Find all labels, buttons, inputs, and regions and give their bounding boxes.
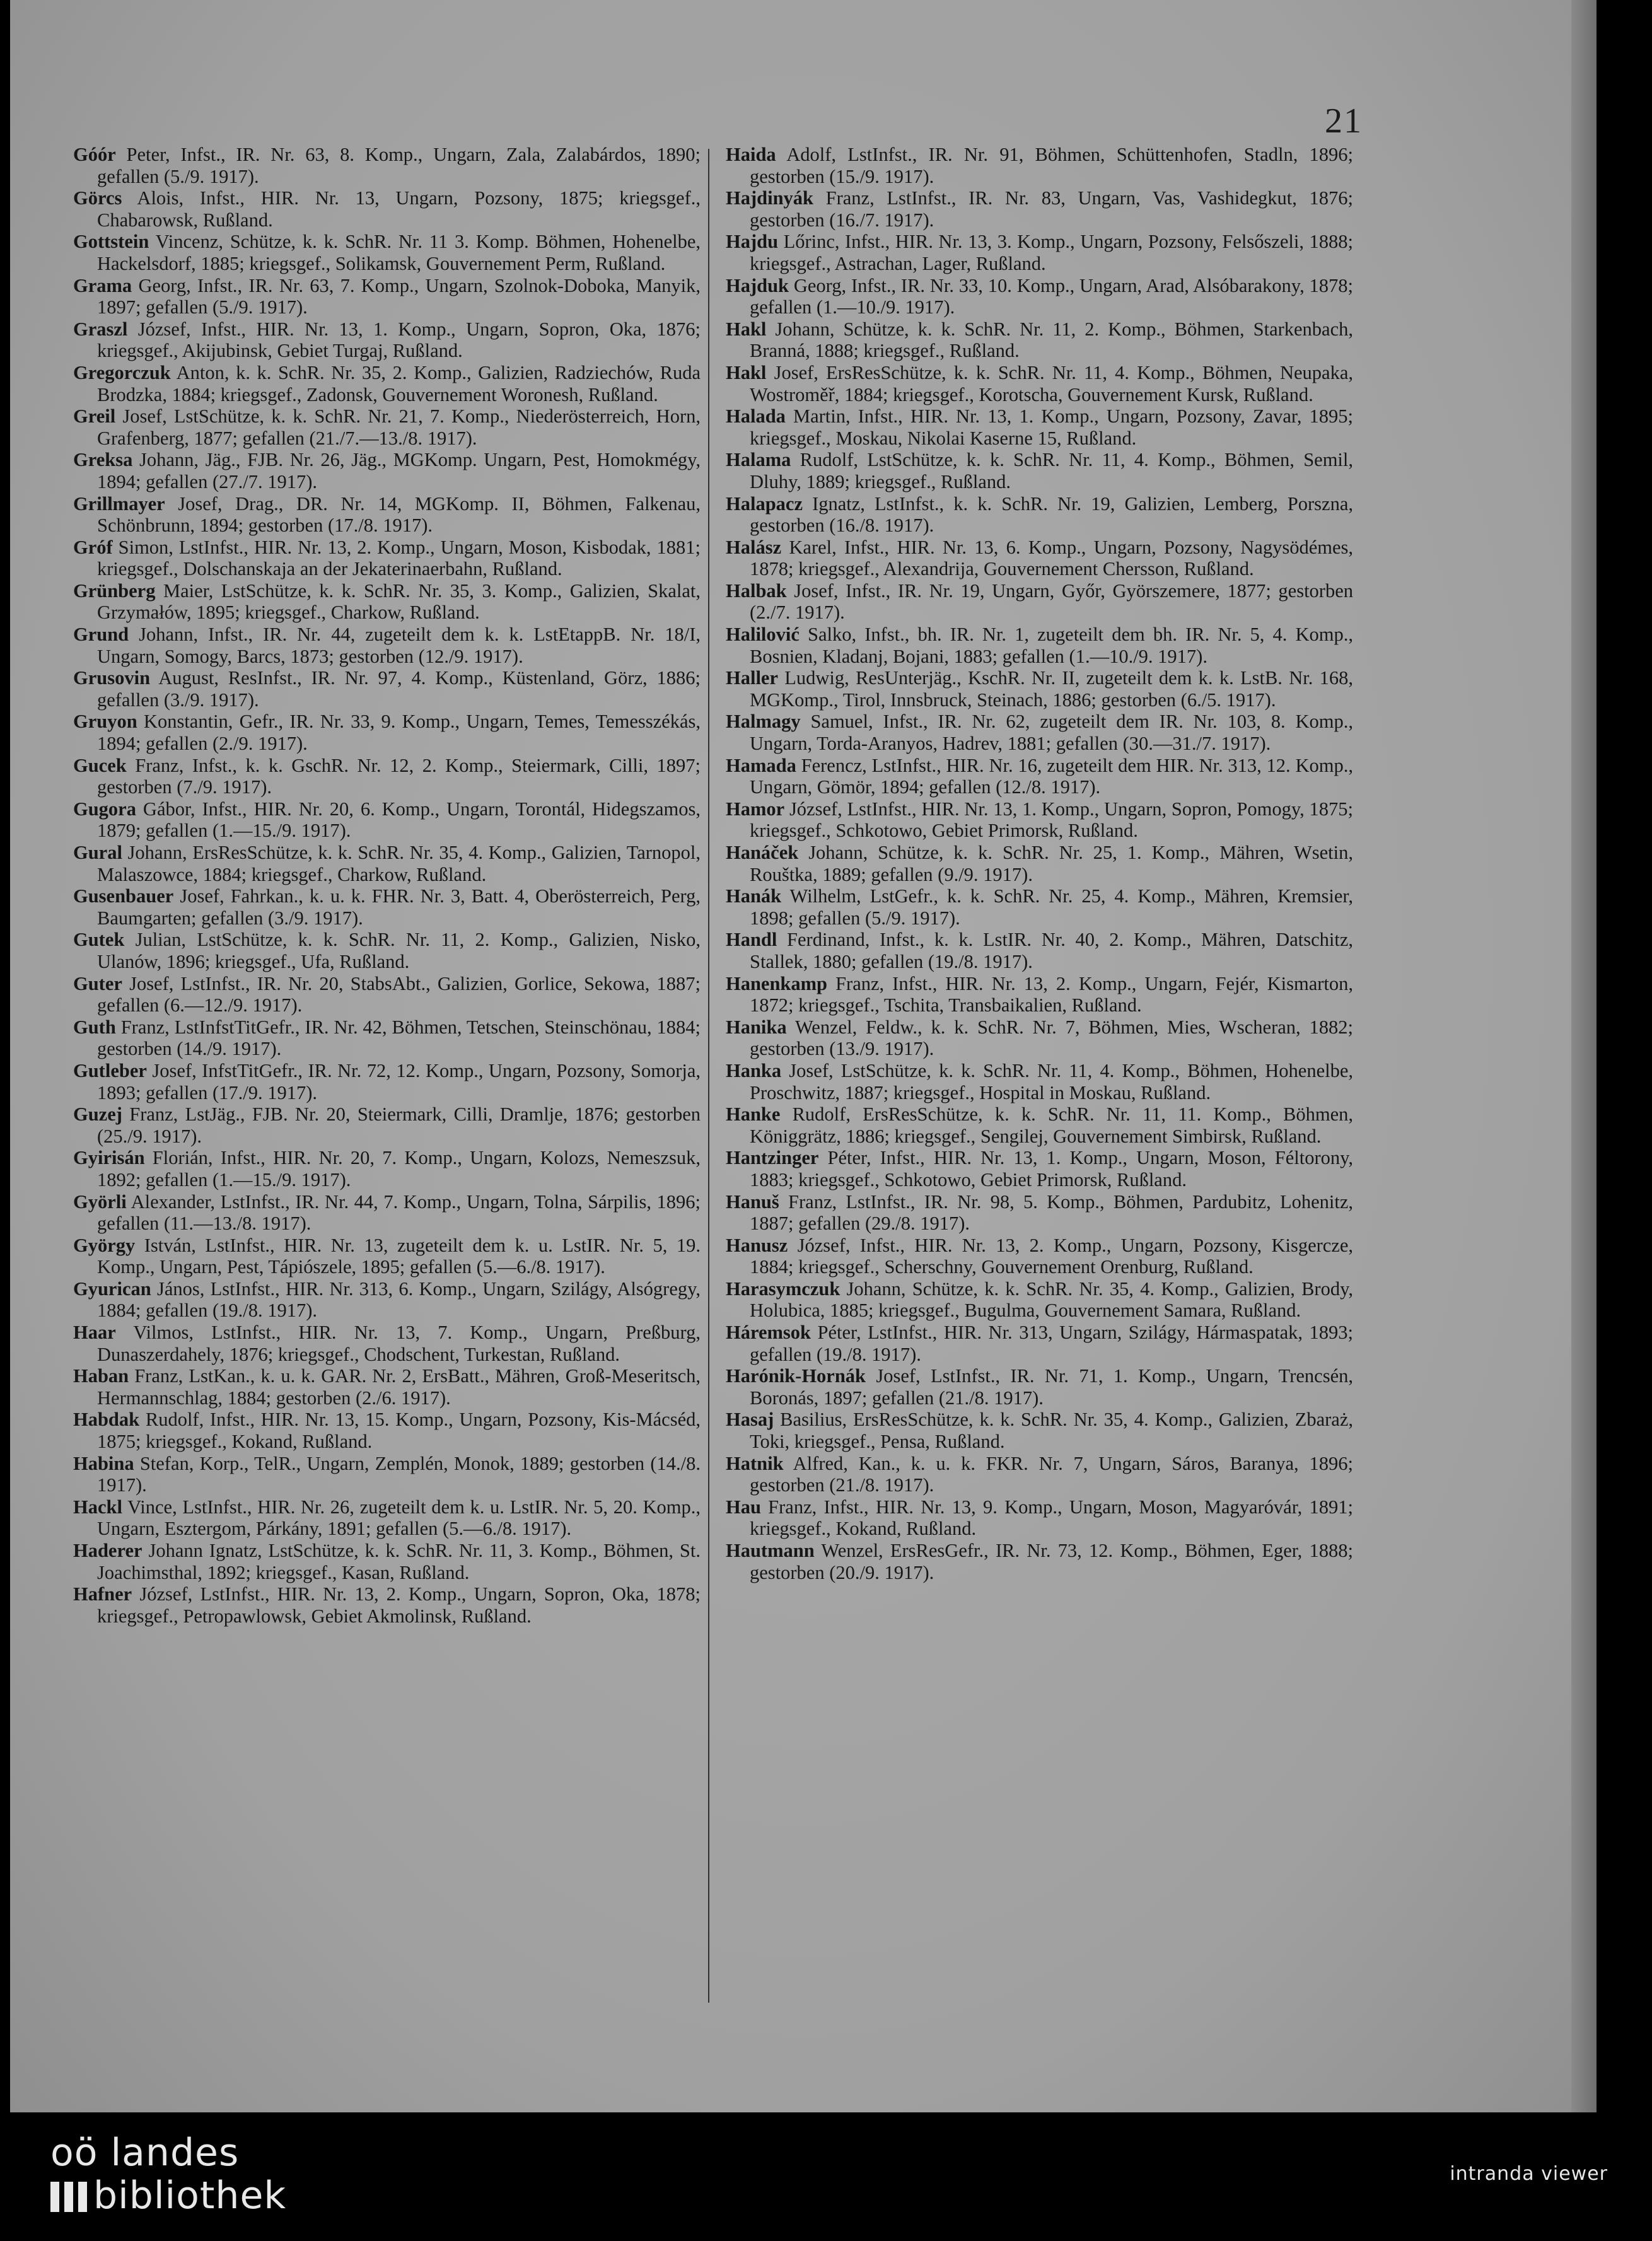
list-entry xyxy=(726,973,1353,1016)
entry-details: Franz, Infst., HIR. Nr. 13, 2. Komp., Ungarn, Fejér, Kismarton, 1872; kriegsgef., Tschita, Transbaikalien, Rußland. xyxy=(750,972,1353,1016)
entry-surname: Haban xyxy=(73,1365,129,1387)
right-column xyxy=(726,144,1353,1583)
list-entry xyxy=(726,318,1353,362)
entry-details: Gábor, Infst., HIR. Nr. 20, 6. Komp., Ungarn, Torontál, Hidegszamos, 1879; gefallen (1.—15./9. 1917). xyxy=(97,798,701,842)
entry-surname: Harónik-Hornák xyxy=(726,1365,866,1387)
entry-surname: Halbak xyxy=(726,579,787,602)
entry-surname: Guter xyxy=(73,972,122,994)
entry-surname: Hasaj xyxy=(726,1409,774,1431)
entry-surname: Gyurican xyxy=(73,1278,151,1300)
logo-text: bibliothek xyxy=(93,2174,287,2218)
entry-details: Josef, Fahrkan., k. u. k. FHR. Nr. 3, Batt. 4, Oberösterreich, Perg, Baumgarten; gefallen (3./9. 1917). xyxy=(97,885,701,929)
list-entry xyxy=(73,493,701,537)
entry-details: Maier, LstSchütze, k. k. SchR. Nr. 35, 3. Komp., Galizien, Skalat, Grzymałów, 1895; kriegsgef., Charkow, Rußland. xyxy=(97,579,701,624)
entry-surname: Greksa xyxy=(73,449,133,471)
entry-surname: Gróf xyxy=(73,536,113,558)
list-entry xyxy=(726,1496,1353,1540)
list-entry xyxy=(726,1191,1353,1235)
list-entry xyxy=(726,755,1353,798)
list-entry xyxy=(726,1278,1353,1322)
list-entry xyxy=(73,1235,701,1278)
entry-details: Ignatz, LstInfst., k. k. SchR. Nr. 19, Galizien, Lemberg, Porszna, gestorben (16./8. 1917). xyxy=(750,492,1353,537)
entry-details: Josef, Drag., DR. Nr. 14, MGKomp. II, Böhmen, Falkenau, Schönbrunn, 1894; gestorben (17./8. 1917). xyxy=(97,492,701,537)
entry-details: Ferdinand, Infst., k. k. LstIR. Nr. 40, 2. Komp., Mähren, Datschitz, Stallek, 1880; gefallen (19./8. 1917). xyxy=(750,929,1353,972)
entry-details: József, Infst., HIR. Nr. 13, 2. Komp., Ungarn, Pozsony, Kisgercze, 1884; kriegsgef., Scherschny, Gouvernement Orenburg, Rußland. xyxy=(750,1234,1353,1278)
list-entry xyxy=(726,1365,1353,1409)
entry-details: Konstantin, Gefr., IR. Nr. 33, 9. Komp., Ungarn, Temes, Temesszékás, 1894; gefallen (2./9. 1917). xyxy=(97,711,701,755)
entry-surname: Haar xyxy=(73,1322,116,1344)
list-entry xyxy=(726,1147,1353,1190)
entry-surname: Gutleber xyxy=(73,1059,147,1081)
page-number: 21 xyxy=(1325,102,1363,141)
entry-details: Salko, Infst., bh. IR. Nr. 1, zugeteilt dem bh. IR. Nr. 5, 4. Komp., Bosnien, Kladanj, Bojani, 1883; gefallen (1.—10./9. 1917). xyxy=(750,624,1353,667)
logo-line-top: oö landes xyxy=(50,2131,240,2175)
list-entry xyxy=(73,1016,701,1060)
entry-surname: Hakl xyxy=(726,361,767,383)
entry-surname: Hanuš xyxy=(726,1190,779,1213)
list-entry xyxy=(726,929,1353,972)
entry-details: Péter, Infst., HIR. Nr. 13, 1. Komp., Ungarn, Moson, Féltorony, 1883; kriegsgef., Schkotowo, Gebiet Primorsk, Rußland. xyxy=(750,1147,1353,1190)
page-edge xyxy=(1571,0,1597,2112)
entry-surname: György xyxy=(73,1234,136,1256)
entry-details: Rudolf, ErsResSchütze, k. k. SchR. Nr. 11, 11. Komp., Böhmen, Königgrätz, 1886; kriegsgef., Sengilej, Gouvernement Simbirsk, Rußland. xyxy=(750,1103,1353,1147)
entry-surname: Grama xyxy=(73,274,132,296)
entry-details: József, Infst., HIR. Nr. 13, 1. Komp., Ungarn, Sopron, Oka, 1876; kriegsgef., Akijubinsk, Gebiet Turgaj, Rußland. xyxy=(97,318,701,362)
list-entry xyxy=(726,144,1353,187)
entry-details: Florián, Infst., HIR. Nr. 20, 7. Komp., Ungarn, Kolozs, Nemeszsuk, 1892; gefallen (1.—15./9. 1917). xyxy=(97,1147,701,1190)
entry-details: Josef, LstInfst., IR. Nr. 71, 1. Komp., Ungarn, Trencsén, Boronás, 1897; gefallen (21./8. 1917). xyxy=(750,1365,1353,1409)
list-entry xyxy=(73,144,701,187)
entry-surname: Hackl xyxy=(73,1496,122,1518)
entry-details: Rudolf, Infst., HIR. Nr. 13, 15. Komp., Ungarn, Pozsony, Kis-Mácséd, 1875; kriegsgef., Kokand, Rußland. xyxy=(97,1409,701,1453)
entry-details: Wenzel, Feldw., k. k. SchR. Nr. 7, Böhmen, Mies, Wscheran, 1882; gestorben (13./9. 1917). xyxy=(750,1016,1353,1060)
entry-details: Vilmos, LstInfst., HIR. Nr. 13, 7. Komp., Ungarn, Preßburg, Dunaszerdahely, 1876; kriegsgef., Chodschent, Turkestan, Rußland. xyxy=(97,1322,701,1365)
viewer-label: intranda viewer xyxy=(1450,2163,1608,2185)
entry-surname: Hakl xyxy=(726,318,767,340)
entry-details: Vince, LstInfst., HIR. Nr. 26, zugeteilt dem k. u. LstIR. Nr. 5, 20. Komp., Ungarn, Esztergom, Párkány, 1891; gefallen (5.—6./8. 1917). xyxy=(97,1496,701,1540)
entry-surname: Hanusz xyxy=(726,1234,788,1256)
entry-surname: Hanáček xyxy=(726,842,799,863)
entry-surname: Gugora xyxy=(73,798,136,820)
entry-details: Alois, Infst., HIR. Nr. 13, Ungarn, Pozsony, 1875; kriegsgef., Chabarowsk, Rußland. xyxy=(97,187,701,231)
list-entry xyxy=(73,1583,701,1627)
entry-details: Anton, k. k. SchR. Nr. 35, 2. Komp., Galizien, Radziechów, Ruda Brodzka, 1884; kriegsgef., Zadonsk, Gouvernement Woronesh, Rußland. xyxy=(97,361,701,405)
list-entry xyxy=(73,405,701,449)
entry-surname: Hafner xyxy=(73,1583,132,1605)
list-entry xyxy=(726,405,1353,449)
list-entry xyxy=(73,798,701,842)
entry-details: Simon, LstInfst., HIR. Nr. 13, 2. Komp., Ungarn, Moson, Kisbodak, 1881; kriegsgef., Dolschanskaja an der Jekaterinaerbahn, Rußland. xyxy=(97,536,701,580)
entry-surname: Hanke xyxy=(726,1103,781,1126)
entry-surname: Györli xyxy=(73,1190,127,1213)
entry-surname: Gruyon xyxy=(73,711,137,733)
entry-surname: Hau xyxy=(726,1496,761,1518)
list-entry xyxy=(726,231,1353,274)
list-entry xyxy=(726,1016,1353,1060)
list-entry xyxy=(73,973,701,1016)
entry-details: Stefan, Korp., TelR., Ungarn, Zemplén, Monok, 1889; gestorben (14./8. 1917). xyxy=(97,1452,701,1496)
list-entry xyxy=(726,580,1353,624)
list-entry xyxy=(73,1060,701,1103)
list-entry xyxy=(73,537,701,580)
list-entry xyxy=(726,1235,1353,1278)
entry-surname: Halmagy xyxy=(726,711,801,733)
entry-details: Franz, LstInfst., IR. Nr. 83, Ungarn, Vas, Vashidegkut, 1876; gestorben (16./7. 1917). xyxy=(750,187,1353,231)
entry-surname: Gutek xyxy=(73,929,125,951)
entry-surname: Gusenbauer xyxy=(73,885,174,907)
list-entry xyxy=(73,1191,701,1235)
entry-surname: Halama xyxy=(726,449,791,471)
list-entry xyxy=(73,885,701,929)
entry-details: Franz, LstInfst., IR. Nr. 98, 5. Komp., Böhmen, Pardubitz, Lohenitz, 1887; gefallen (29./8. 1917). xyxy=(750,1190,1353,1235)
scanned-page xyxy=(10,0,1597,2112)
entry-details: Johann, Jäg., FJB. Nr. 26, Jäg., MGKomp. Ungarn, Pest, Homokmégy, 1894; gefallen (27./7. 1917). xyxy=(97,449,701,492)
list-entry xyxy=(726,798,1353,842)
list-entry xyxy=(726,1540,1353,1583)
list-entry xyxy=(726,493,1353,537)
entry-details: Basilius, ErsResSchütze, k. k. SchR. Nr. 35, 4. Komp., Galizien, Zbaraż, Toki, kriegsgef., Pensa, Rußland. xyxy=(750,1409,1353,1453)
entry-details: Josef, ErsResSchütze, k. k. SchR. Nr. 11, 4. Komp., Böhmen, Neupaka, Wostroměř, 1884; kriegsgef., Korotscha, Gouvernement Kursk, Rußland. xyxy=(750,361,1353,405)
entry-surname: Haida xyxy=(726,144,776,165)
list-entry xyxy=(73,1540,701,1583)
entry-surname: Hamor xyxy=(726,798,785,820)
list-entry xyxy=(726,187,1353,231)
list-entry xyxy=(726,885,1353,929)
list-entry xyxy=(726,711,1353,754)
entry-details: Adolf, LstInfst., IR. Nr. 91, Böhmen, Schüttenhofen, Stadln, 1896; gestorben (15./9. 1917). xyxy=(750,144,1353,187)
entry-details: Peter, Infst., IR. Nr. 63, 8. Komp., Ungarn, Zala, Zalabárdos, 1890; gefallen (5./9. 1917). xyxy=(97,144,701,187)
entry-surname: Gucek xyxy=(73,754,127,776)
entry-details: Alfred, Kan., k. u. k. FKR. Nr. 7, Ungarn, Sáros, Baranya, 1896; gestorben (21./8. 1917). xyxy=(750,1452,1353,1496)
list-entry xyxy=(73,1453,701,1496)
entry-surname: Halász xyxy=(726,536,782,558)
list-entry xyxy=(73,449,701,492)
list-entry xyxy=(73,580,701,624)
entry-surname: Handl xyxy=(726,929,777,951)
entry-details: Péter, LstInfst., HIR. Nr. 313, Ungarn, Szilágy, Hármaspatak, 1893; gefallen (19./8. 1917). xyxy=(750,1322,1353,1365)
entry-surname: Háremsok xyxy=(726,1322,811,1344)
entry-details: József, LstInfst., HIR. Nr. 13, 1. Komp., Ungarn, Sopron, Pomogy, 1875; kriegsgef., Schkotowo, Gebiet Primorsk, Rußland. xyxy=(750,798,1353,842)
entry-surname: Harasymczuk xyxy=(726,1278,841,1300)
entry-surname: Gyirisán xyxy=(73,1147,145,1169)
list-entry xyxy=(73,275,701,318)
list-entry xyxy=(726,667,1353,711)
list-entry xyxy=(73,1322,701,1365)
entry-details: Alexander, LstInfst., IR. Nr. 44, 7. Komp., Ungarn, Tolna, Sárpilis, 1896; gefallen (11.—13./8. 1917). xyxy=(97,1190,701,1235)
list-entry xyxy=(73,624,701,667)
list-entry xyxy=(726,1060,1353,1103)
entry-details: Samuel, Infst., IR. Nr. 62, zugeteilt dem IR. Nr. 103, 8. Komp., Ungarn, Torda-Aranyos, Hadrev, 1881; gefallen (30.—31./7. 1917). xyxy=(750,711,1353,755)
entry-surname: Halilović xyxy=(726,624,800,646)
entry-surname: Gural xyxy=(73,842,122,863)
entry-surname: Grund xyxy=(73,624,129,646)
entry-surname: Haderer xyxy=(73,1540,143,1561)
entry-surname: Hajduk xyxy=(726,274,789,296)
entry-details: Georg, Infst., IR. Nr. 63, 7. Komp., Ungarn, Szolnok-Doboka, Manyik, 1897; gefallen (5./9. 1917). xyxy=(97,274,701,318)
entry-details: Josef, LstSchütze, k. k. SchR. Nr. 21, 7. Komp., Niederösterreich, Horn, Grafenberg, 1877; gefallen (21./7.—13./8. 1917). xyxy=(97,405,701,449)
entry-details: Josef, LstSchütze, k. k. SchR. Nr. 11, 4. Komp., Böhmen, Hohenelbe, Proschwitz, 1887; kriegsgef., Hospital in Moskau, Rußland. xyxy=(750,1059,1353,1103)
list-entry xyxy=(73,1278,701,1322)
entry-surname: Graszl xyxy=(73,318,128,340)
list-entry xyxy=(73,362,701,405)
entry-details: Johann, Schütze, k. k. SchR. Nr. 35, 4. Komp., Galizien, Brody, Holubica, 1885; kriegsgef., Bugulma, Gouvernement Samara, Rußland. xyxy=(750,1278,1353,1322)
entry-surname: Hamada xyxy=(726,754,796,776)
entry-surname: Gregorczuk xyxy=(73,361,171,383)
entry-details: Wilhelm, LstGefr., k. k. SchR. Nr. 25, 4. Komp., Mähren, Kremsier, 1898; gefallen (5./9. 1917). xyxy=(750,885,1353,929)
entry-details: August, ResInfst., IR. Nr. 97, 4. Komp., Küstenland, Görz, 1886; gefallen (3./9. 1917). xyxy=(97,667,701,711)
entry-surname: Habdak xyxy=(73,1409,140,1431)
entry-details: István, LstInfst., HIR. Nr. 13, zugeteilt dem k. u. LstIR. Nr. 5, 19. Komp., Ungarn, Pest, Tápiószele, 1895; gefallen (5.—6./8. 1917). xyxy=(97,1234,701,1278)
list-entry xyxy=(73,667,701,711)
list-entry xyxy=(73,318,701,362)
entry-surname: Guth xyxy=(73,1016,116,1038)
entry-details: Martin, Infst., HIR. Nr. 13, 1. Komp., Ungarn, Pozsony, Zavar, 1895; kriegsgef., Moskau, Nikolai Kaserne 15, Rußland. xyxy=(750,405,1353,449)
entry-surname: Góór xyxy=(73,144,116,165)
list-entry xyxy=(726,1103,1353,1147)
entry-details: Karel, Infst., HIR. Nr. 13, 6. Komp., Ungarn, Pozsony, Nagysödémes, 1878; kriegsgef., Alexandrija, Gouvernement Chersson, Rußland. xyxy=(750,536,1353,580)
entry-details: János, LstInfst., HIR. Nr. 313, 6. Komp., Ungarn, Szilágy, Alsógregy, 1884; gefallen (19./8. 1917). xyxy=(97,1278,701,1322)
list-entry xyxy=(726,362,1353,405)
entry-surname: Habina xyxy=(73,1452,134,1474)
list-entry xyxy=(726,449,1353,492)
list-entry xyxy=(73,1147,701,1190)
entry-details: Johann, Infst., IR. Nr. 44, zugeteilt dem k. k. LstEtappB. Nr. 18/I, Ungarn, Somogy, Barcs, 1873; gestorben (12./9. 1917). xyxy=(97,624,701,667)
bars-icon xyxy=(50,2182,88,2212)
list-entry xyxy=(726,1453,1353,1496)
entry-surname: Grusovin xyxy=(73,667,151,689)
entry-surname: Halada xyxy=(726,405,786,428)
list-entry xyxy=(73,842,701,885)
entry-details: Johann, ErsResSchütze, k. k. SchR. Nr. 35, 4. Komp., Galizien, Tarnopol, Malaszowce, 1884; kriegsgef., Charkow, Rußland. xyxy=(97,842,701,885)
entry-details: Josef, InfstTitGefr., IR. Nr. 72, 12. Komp., Ungarn, Pozsony, Somorja, 1893; gefallen (17./9. 1917). xyxy=(97,1059,701,1103)
list-entry xyxy=(73,929,701,972)
entry-details: József, LstInfst., HIR. Nr. 13, 2. Komp., Ungarn, Sopron, Oka, 1878; kriegsgef., Petropawlowsk, Gebiet Akmolinsk, Rußland. xyxy=(97,1583,701,1627)
entry-surname: Hanka xyxy=(726,1059,782,1081)
logo-line-bottom xyxy=(50,2174,286,2217)
entry-details: Johann, Schütze, k. k. SchR. Nr. 25, 1. Komp., Mähren, Wsetin, Rouštka, 1889; gefallen (9./9. 1917). xyxy=(750,842,1353,885)
entry-details: Vincenz, Schütze, k. k. SchR. Nr. 11 3. Komp. Böhmen, Hohenelbe, Hackelsdorf, 1885; kriegsgef., Solikamsk, Gouvernement Perm, Rußland. xyxy=(97,231,701,274)
entry-surname: Grünberg xyxy=(73,579,156,602)
entry-details: Wenzel, ErsResGefr., IR. Nr. 73, 12. Komp., Böhmen, Eger, 1888; gestorben (20./9. 1917). xyxy=(750,1540,1353,1583)
list-entry xyxy=(726,1322,1353,1365)
entry-details: Franz, Infst., k. k. GschR. Nr. 12, 2. Komp., Steiermark, Cilli, 1897; gestorben (7./9. 1917). xyxy=(97,754,701,798)
entry-surname: Halapacz xyxy=(726,492,803,515)
library-logo[interactable] xyxy=(50,2131,286,2217)
list-entry xyxy=(73,755,701,798)
entry-surname: Guzej xyxy=(73,1103,122,1126)
entry-surname: Hajdinyák xyxy=(726,187,813,209)
entry-details: Franz, LstInfstTitGefr., IR. Nr. 42, Böhmen, Tetschen, Steinschönau, 1884; gestorben (14./9. 1917). xyxy=(97,1016,701,1060)
list-entry xyxy=(73,231,701,274)
list-entry xyxy=(726,275,1353,318)
entry-details: Johann, Schütze, k. k. SchR. Nr. 11, 2. Komp., Böhmen, Starkenbach, Branná, 1888; kriegsgef., Rußland. xyxy=(750,318,1353,362)
entry-details: Franz, Infst., HIR. Nr. 13, 9. Komp., Ungarn, Moson, Magyaróvár, 1891; kriegsgef., Kokand, Rußland. xyxy=(750,1496,1353,1540)
list-entry xyxy=(73,1496,701,1540)
list-entry xyxy=(726,624,1353,667)
left-column xyxy=(73,144,701,1627)
entry-surname: Hanenkamp xyxy=(726,972,828,994)
list-entry xyxy=(726,1409,1353,1452)
entry-details: Ludwig, ResUnterjäg., KschR. Nr. II, zugeteilt dem k. k. LstB. Nr. 168, MGKomp., Tirol, Innsbruck, Steinach, 1886; gestorben (6./5. 1917). xyxy=(750,667,1353,711)
list-entry xyxy=(73,1103,701,1147)
list-entry xyxy=(73,711,701,754)
entry-surname: Hanák xyxy=(726,885,782,907)
entry-surname: Hantzinger xyxy=(726,1147,819,1169)
entry-surname: Hajdu xyxy=(726,231,779,253)
list-entry xyxy=(73,1409,701,1452)
entry-details: Julian, LstSchütze, k. k. SchR. Nr. 11, 2. Komp., Galizien, Nisko, Ulanów, 1896; kriegsgef., Ufa, Rußland. xyxy=(97,929,701,972)
list-entry xyxy=(726,842,1353,885)
entry-details: Josef, LstInfst., IR. Nr. 20, StabsAbt., Galizien, Gorlice, Sekowa, 1887; gefallen (6.—12./9. 1917). xyxy=(97,972,701,1016)
entry-details: Franz, LstJäg., FJB. Nr. 20, Steiermark, Cilli, Dramlje, 1876; gestorben (25./9. 1917). xyxy=(97,1103,701,1147)
entry-surname: Hanika xyxy=(726,1016,787,1038)
entry-details: Ferencz, LstInfst., HIR. Nr. 16, zugeteilt dem HIR. Nr. 313, 12. Komp., Ungarn, Gömör, 1894; gefallen (12./8. 1917). xyxy=(750,754,1353,798)
entry-details: Lőrinc, Infst., HIR. Nr. 13, 3. Komp., Ungarn, Pozsony, Felsőszeli, 1888; kriegsgef., Astrachan, Lager, Rußland. xyxy=(750,231,1353,274)
entry-surname: Hatnik xyxy=(726,1452,784,1474)
list-entry xyxy=(73,1365,701,1409)
entry-surname: Grillmayer xyxy=(73,492,165,515)
entry-details: Rudolf, LstSchütze, k. k. SchR. Nr. 11, 4. Komp., Böhmen, Semil, Dluhy, 1889; kriegsgef., Rußland. xyxy=(750,449,1353,492)
entry-details: Johann Ignatz, LstSchütze, k. k. SchR. Nr. 11, 3. Komp., Böhmen, St. Joachimsthal, 1892; kriegsgef., Kasan, Rußland. xyxy=(97,1540,701,1583)
list-entry xyxy=(726,537,1353,580)
list-entry xyxy=(73,187,701,231)
entry-details: Josef, Infst., IR. Nr. 19, Ungarn, Győr, Györszemere, 1877; gestorben (2./7. 1917). xyxy=(750,579,1353,624)
entry-surname: Greil xyxy=(73,405,116,428)
column-divider xyxy=(708,149,709,2003)
entry-surname: Gottstein xyxy=(73,231,149,253)
entry-surname: Haller xyxy=(726,667,778,689)
entry-details: Franz, LstKan., k. u. k. GAR. Nr. 2, ErsBatt., Mähren, Groß-Meseritsch, Hermannschlag, 1884; gestorben (2./6. 1917). xyxy=(97,1365,701,1409)
entry-details: Georg, Infst., IR. Nr. 33, 10. Komp., Ungarn, Arad, Alsóbarakony, 1878; gefallen (1.—10./9. 1917). xyxy=(750,274,1353,318)
entry-surname: Görcs xyxy=(73,187,122,209)
entry-surname: Hautmann xyxy=(726,1540,815,1561)
